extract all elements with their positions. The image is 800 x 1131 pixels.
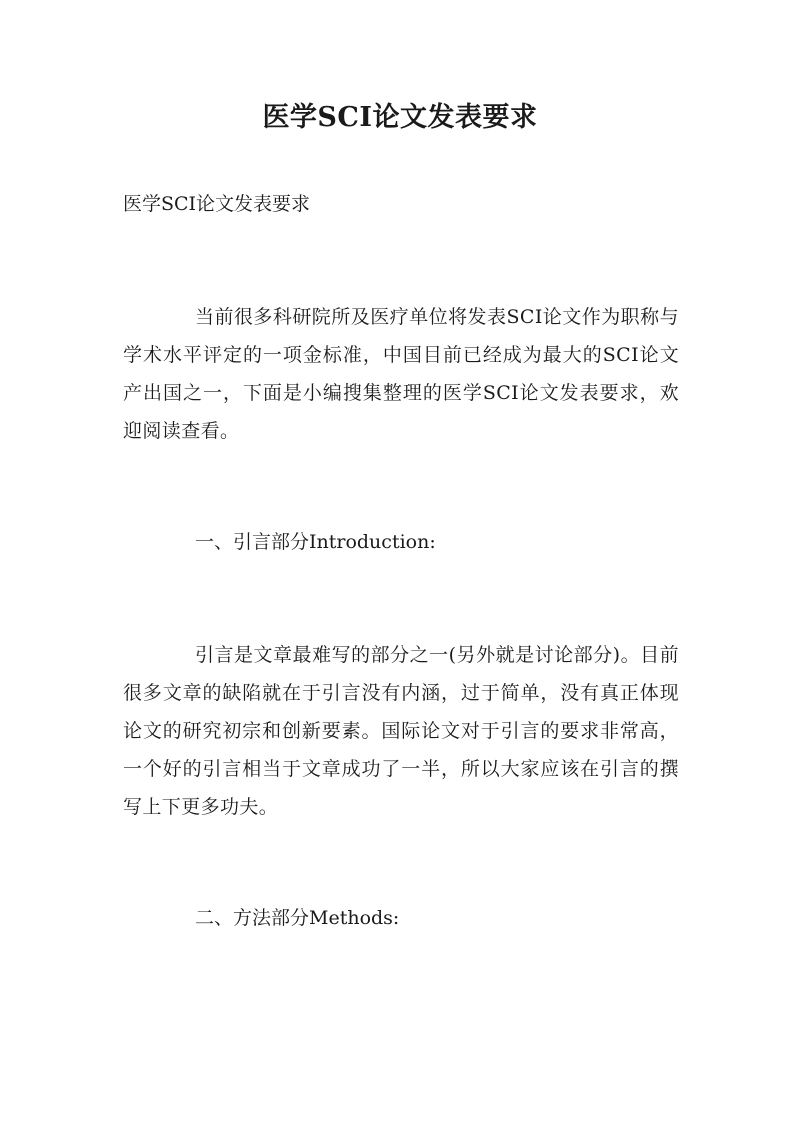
section-heading-methods: 二、方法部分Methods:: [195, 907, 400, 929]
section-body-introduction: 引言是文章最难写的部分之一(另外就是讨论部分)。目前很多文章的缺陷就在于引言没有内涵，过于简单，没有真正体现论文的研究初宗和创新要素。国际论文对于引言的要求非常高，一个好的引言相当于文章成功了一半，所以大家应该在引言的撰写上下更多功夫。: [123, 644, 679, 818]
document-subtitle: 医学SCI论文发表要求: [123, 193, 311, 215]
document-title: 医学SCI论文发表要求: [262, 102, 538, 133]
intro-paragraph: 当前很多科研院所及医疗单位将发表SCI论文作为职称与学术水平评定的一项金标准，中国目前已经成为最大的SCI论文产出国之一，下面是小编搜集整理的医学SCI论文发表要求，欢迎阅读查看。: [123, 306, 679, 442]
section-heading-introduction: 一、引言部分Introduction:: [195, 531, 436, 553]
